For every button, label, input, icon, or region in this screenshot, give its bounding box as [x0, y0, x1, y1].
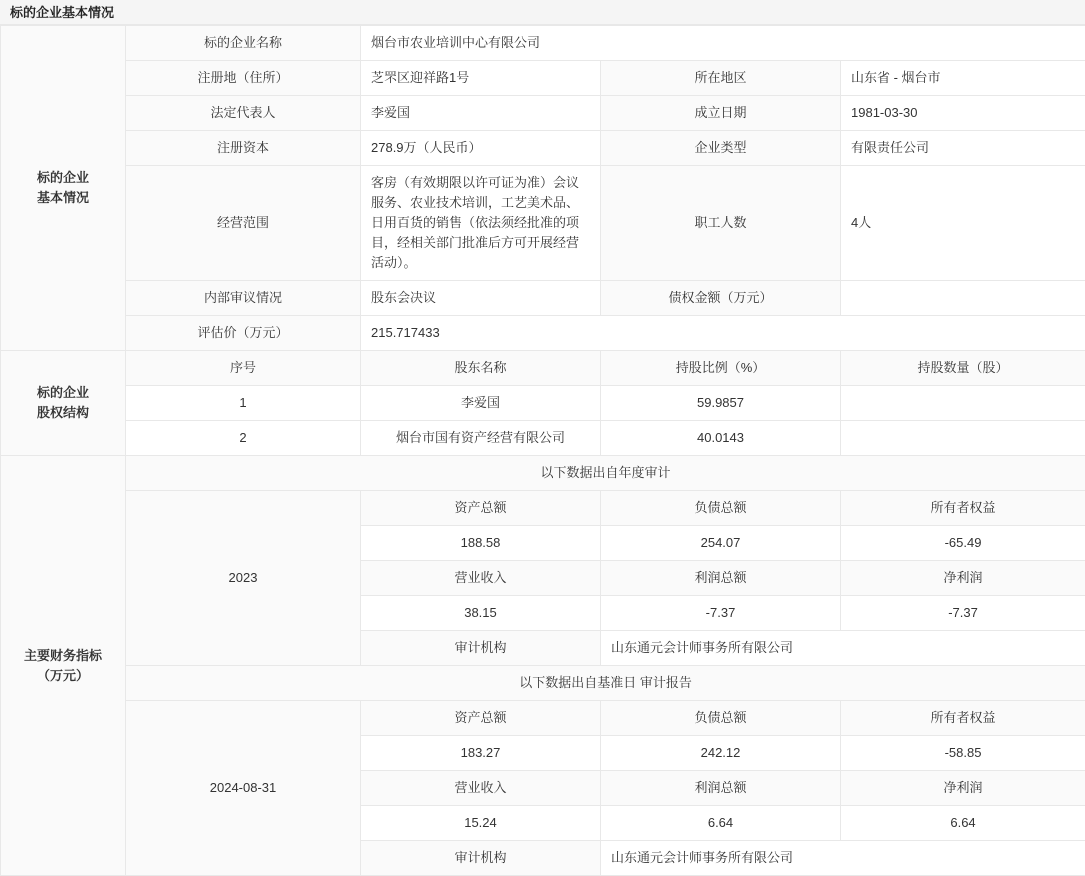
annual-value-net-profit: -7.37: [841, 596, 1085, 631]
value-business-scope: 客房（有效期限以许可证为准）会议服务、农业技术培训，工艺美术品、日用百货的销售（依法须经批准的项目，经相关部门批准后方可开展经营活动）。: [361, 166, 601, 281]
side-head-equity-line1: 标的企业: [11, 383, 115, 403]
annual-auditor-value: 山东通元会计师事务所有限公司: [601, 631, 1085, 666]
table-row: [1, 421, 1085, 456]
equity-header-name: 股东名称: [361, 351, 601, 386]
value-enterprise-type: 有限责任公司: [841, 131, 1085, 166]
label-valuation: 评估价（万元）: [126, 316, 361, 351]
table-row: [1, 456, 1085, 491]
side-head-basic: [1, 26, 126, 351]
label-employees: 职工人数: [601, 166, 841, 281]
table-row: [1, 351, 1085, 386]
table-row: [1, 26, 1085, 61]
equity-row-shares: [841, 386, 1085, 421]
table-row: [1, 166, 1085, 281]
label-business-scope: 经营范围: [126, 166, 361, 281]
equity-row-index: 2: [126, 421, 361, 456]
side-head-finance: [1, 456, 126, 876]
base-audit-banner: 以下数据出自基准日 审计报告: [126, 666, 1085, 701]
equity-row-shares: [841, 421, 1085, 456]
table-row: [1, 61, 1085, 96]
side-head-finance-line1: 主要财务指标: [11, 646, 115, 666]
value-internal-review: 股东会决议: [361, 281, 601, 316]
annual-value-revenue: 38.15: [361, 596, 601, 631]
annual-header-revenue: 营业收入: [361, 561, 601, 596]
value-registered-capital: 278.9万（人民币）: [361, 131, 601, 166]
base-header-total-profit: 利润总额: [601, 771, 841, 806]
label-region: 所在地区: [601, 61, 841, 96]
label-establish-date: 成立日期: [601, 96, 841, 131]
base-value-liabilities: 242.12: [601, 736, 841, 771]
annual-header-total-profit: 利润总额: [601, 561, 841, 596]
base-header-equity: 所有者权益: [841, 701, 1085, 736]
label-legal-rep: 法定代表人: [126, 96, 361, 131]
equity-row-ratio: 40.0143: [601, 421, 841, 456]
side-head-equity-line2: 股权结构: [11, 403, 115, 423]
base-header-assets: 资产总额: [361, 701, 601, 736]
table-row: [1, 701, 1085, 736]
label-debt-amount: 债权金额（万元）: [601, 281, 841, 316]
base-header-net-profit: 净利润: [841, 771, 1085, 806]
annual-value-equity: -65.49: [841, 526, 1085, 561]
table-row: [1, 316, 1085, 351]
equity-header-shares: 持股数量（股）: [841, 351, 1085, 386]
equity-header-index: 序号: [126, 351, 361, 386]
value-legal-rep: 李爱国: [361, 96, 601, 131]
annual-auditor-label: 审计机构: [361, 631, 601, 666]
annual-value-liabilities: 254.07: [601, 526, 841, 561]
table-row: [1, 386, 1085, 421]
enterprise-info-table: [0, 25, 1085, 876]
value-region: 山东省 - 烟台市: [841, 61, 1085, 96]
value-registered-place: 芝罘区迎祥路1号: [361, 61, 601, 96]
value-debt-amount: [841, 281, 1085, 316]
equity-row-name: 李爱国: [361, 386, 601, 421]
annual-header-net-profit: 净利润: [841, 561, 1085, 596]
page-title: 标的企业基本情况: [0, 0, 1085, 25]
value-establish-date: 1981-03-30: [841, 96, 1085, 131]
annual-header-liabilities: 负债总额: [601, 491, 841, 526]
base-value-total-profit: 6.64: [601, 806, 841, 841]
base-auditor-label: 审计机构: [361, 841, 601, 876]
base-auditor-value: 山东通元会计师事务所有限公司: [601, 841, 1085, 876]
base-value-assets: 183.27: [361, 736, 601, 771]
base-period: 2024-08-31: [126, 701, 361, 876]
value-employees: 4人: [841, 166, 1085, 281]
base-value-revenue: 15.24: [361, 806, 601, 841]
equity-row-name: 烟台市国有资产经营有限公司: [361, 421, 601, 456]
side-head-finance-line2: （万元）: [11, 666, 115, 686]
label-registered-capital: 注册资本: [126, 131, 361, 166]
label-registered-place: 注册地（住所）: [126, 61, 361, 96]
table-row: [1, 491, 1085, 526]
value-valuation: 215.717433: [361, 316, 1085, 351]
annual-header-assets: 资产总额: [361, 491, 601, 526]
label-company-name: 标的企业名称: [126, 26, 361, 61]
value-company-name: 烟台市农业培训中心有限公司: [361, 26, 1085, 61]
label-internal-review: 内部审议情况: [126, 281, 361, 316]
table-row: [1, 96, 1085, 131]
annual-value-assets: 188.58: [361, 526, 601, 561]
base-value-net-profit: 6.64: [841, 806, 1085, 841]
equity-row-ratio: 59.9857: [601, 386, 841, 421]
table-row: [1, 131, 1085, 166]
base-header-revenue: 营业收入: [361, 771, 601, 806]
side-head-basic-line1: 标的企业: [11, 168, 115, 188]
annual-header-equity: 所有者权益: [841, 491, 1085, 526]
equity-header-ratio: 持股比例（%）: [601, 351, 841, 386]
table-row: [1, 281, 1085, 316]
annual-audit-banner: 以下数据出自年度审计: [126, 456, 1085, 491]
base-value-equity: -58.85: [841, 736, 1085, 771]
side-head-basic-line2: 基本情况: [11, 188, 115, 208]
label-enterprise-type: 企业类型: [601, 131, 841, 166]
table-row: [1, 666, 1085, 701]
annual-period: 2023: [126, 491, 361, 666]
equity-row-index: 1: [126, 386, 361, 421]
annual-value-total-profit: -7.37: [601, 596, 841, 631]
base-header-liabilities: 负债总额: [601, 701, 841, 736]
side-head-equity: [1, 351, 126, 456]
